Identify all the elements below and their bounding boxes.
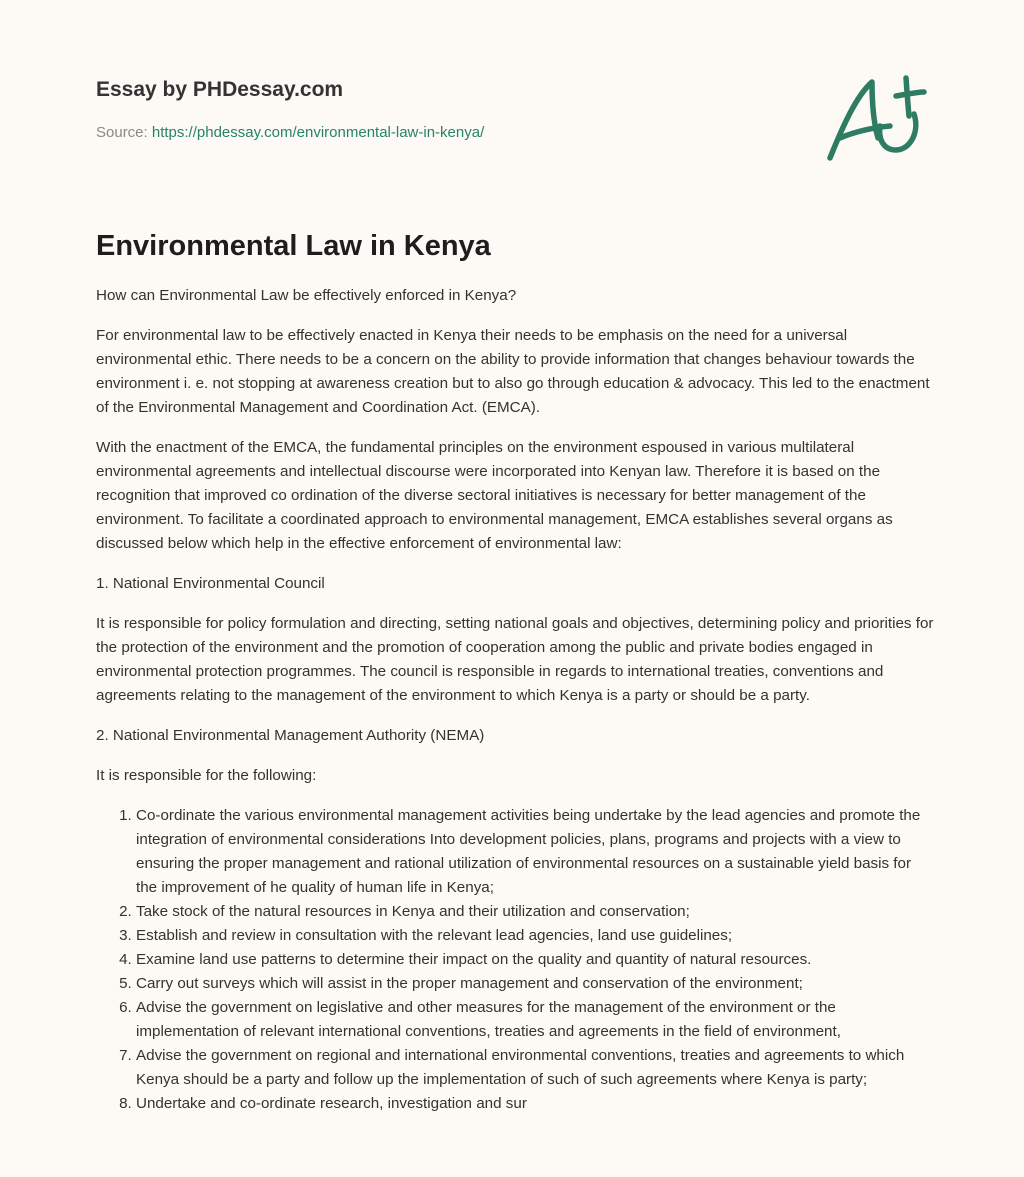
a-plus-grade-icon: [820, 66, 930, 166]
paragraph-emca: With the enactment of the EMCA, the fundamental principles on the environment espoused in various multilateral environmental agreements and intellectual discourse were incorporated into Kenyan law. Therefore it is based on the recognition that improved co ordination of the diverse sectoral initiatives is necessary for better management of the environment. To facilitate a coordinated approach to environmental management, EMCA establishes several organs as discussed below which help in the effective enforcement of environmental law:: [96, 439, 893, 552]
section-heading-council: 1. National Environmental Council: [96, 575, 325, 592]
section-heading-nema: 2. National Environmental Management Authority (NEMA): [96, 727, 485, 744]
responsibilities-list: [96, 804, 936, 1116]
list-item: 2. Take stock of the natural resources in Kenya and their utilization and conservation;: [136, 900, 936, 924]
paragraph-intro: For environmental law to be effectively enacted in Kenya their needs to be emphasis on the need for a universal environmental ethic. There needs to be a concern on the ability to provide information that changes behaviour towards the environment i. e. not stopping at awareness creation but to also go through education & advocacy. This led to the enactment of the Environmental Management and Coordination Act. (EMCA).: [96, 327, 930, 416]
article: [96, 226, 936, 1116]
source-line: [96, 124, 484, 141]
source-label: Source:: [96, 124, 148, 141]
list-item: 5. Carry out surveys which will assist in the proper management and conservation of the environment;: [136, 972, 936, 996]
list-item: 8. Undertake and co-ordinate research, investigation and sur: [136, 1092, 936, 1116]
list-item: 7. Advise the government on regional and international environmental conventions, treaties and agreements to which Kenya should be a party and follow up the implementation of such of such agreements where Kenya is party;: [136, 1044, 936, 1092]
list-item: 4. Examine land use patterns to determine their impact on the quality and quantity of natural resources.: [136, 948, 936, 972]
section-intro-nema: It is responsible for the following:: [96, 767, 317, 784]
section-text-council: It is responsible for policy formulation and directing, setting national goals and objectives, determining policy and priorities for the protection of the environment and the promotion of cooperation among the public and private bodies engaged in environmental protection programmes. The council is responsible in regards to international treaties, conventions and agreements relating to the management of the environment to which Kenya is a party or should be a party.: [96, 615, 934, 704]
list-item: 3. Establish and review in consultation with the relevant lead agencies, land use guidelines;: [136, 924, 936, 948]
page-header: [96, 76, 936, 141]
article-title: Environmental Law in Kenya: [96, 230, 491, 262]
list-item: 6. Advise the government on legislative and other measures for the management of the environment or the implementation of relevant international conventions, treaties and agreements in the field of environment,: [136, 996, 936, 1044]
list-item: 1. Co-ordinate the various environmental management activities being undertake by the lead agencies and promote the integration of environmental considerations Into development policies, plans, programs and projects with a view to ensuring the proper management and rational utilization of environmental resources on a sustainable yield basis for the improvement of he quality of human life in Kenya;: [136, 804, 936, 900]
source-link[interactable]: https://phdessay.com/environmental-law-in-kenya/: [151, 124, 485, 141]
article-question: How can Environmental Law be effectively enforced in Kenya?: [96, 287, 517, 304]
brand-title: Essay by PHDessay.com: [96, 78, 344, 101]
